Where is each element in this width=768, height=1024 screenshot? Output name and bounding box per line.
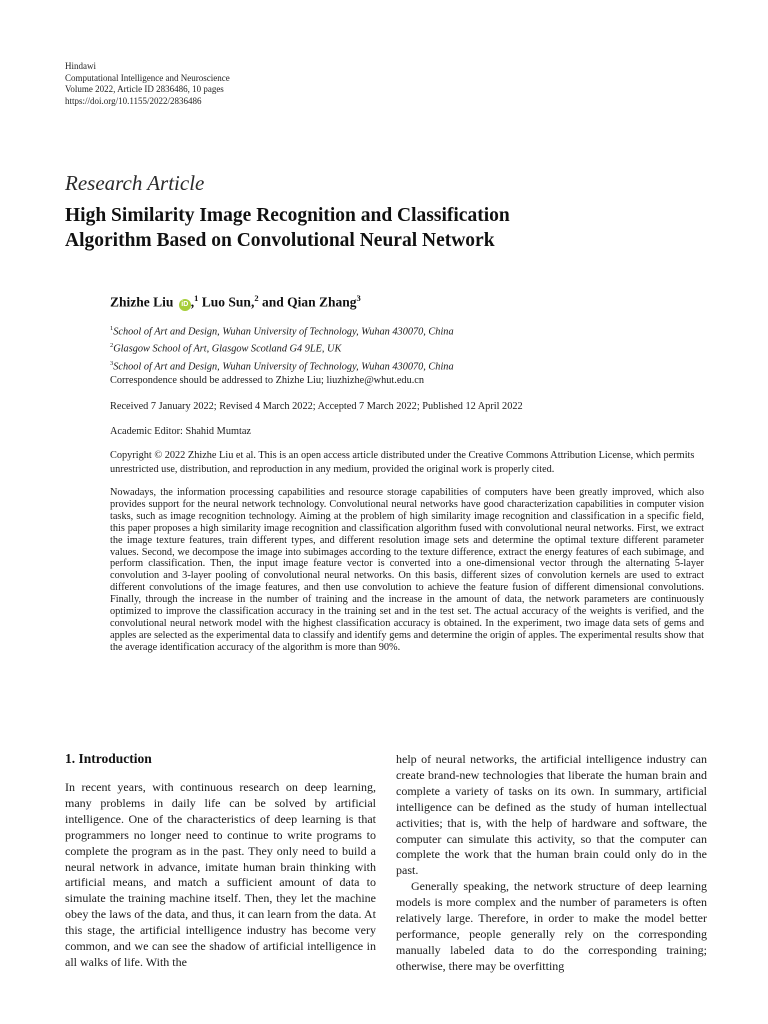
section-heading: 1. Introduction	[65, 751, 152, 766]
copyright-notice: Copyright © 2022 Zhizhe Liu et al. This is an open access article distributed under the Creative Commons Attribution License, which permits unrestricted use, distribution, and reproduction in any medium, provided the original work is properly cited.	[110, 450, 695, 475]
title-line-1: High Similarity Image Recognition and Classification	[65, 205, 510, 226]
affil-sup: 3	[110, 359, 114, 367]
abstract-text: Nowadays, the information processing capabilities and resource storage capabilities of computers have been greatly improved, which also provides support for the neural network technology. Convolutional neural networks have good characterization capabilities in computer vision tasks, such as image recognition technology. Aiming at the problem of high similarity image recognition and classification in a specific field, this paper proposes a high similarity image recognition and classification algorithm fused with convolutional neural networks. First, we extract the image texture features, train different types, and different resolution image sets and determine the optimal texture different parameter values. Second, we decompose the image into subimages according to the texture difference, extract the energy features of each subimage, and perform classification. Then, the input image feature vector is converted into a one-dimensional vector through the alternating 5-layer convolution and 3-layer pooling of convolutional neural networks. On this basis, different sizes of convolution kernels are used to extract different convolutions of the image features, and then use convolution to achieve the feature fusion of different dimensional convolutions. Finally, through the increase in the number of training and the increase in the amount of data, the network parameters are continuously optimized to improve the classification accuracy in the training set and in the test set. The actual accuracy of the weights is verified, and the convolutional neural network model with the highest classification accuracy is obtained. In the experiment, two image data sets of gems and apples are selected as the experimental data to classify and identify gems and determine the origin of apples. The experimental results show that the average identification accuracy of the algorithm is more than 90%.	[110, 487, 704, 653]
academic-editor: Academic Editor: Shahid Mumtaz	[110, 426, 251, 437]
article-type: Research Article	[65, 171, 205, 195]
affil-sup: 1	[110, 325, 114, 332]
paper-title	[65, 203, 715, 253]
doi-link[interactable]: https://doi.org/10.1155/2022/2836486	[65, 95, 202, 106]
affil-text: School of Art and Design, Wuhan University of Technology, Wuhan 430070, China	[113, 361, 454, 373]
body-paragraph: help of neural networks, the artificial intelligence industry can create brand-new technologies that liberate the human brain and complete a variety of tasks on its own. In summary, artificial intelligence can be defined as the study of human intellectual activities; that is, with the help of hardware and software, the computer can simulate this activity, so that the computer can complete the work that the human brain could only do in the past.	[396, 752, 707, 878]
affil-text: Glasgow School of Art, Glasgow Scotland G4 9LE, UK	[113, 343, 342, 355]
affiliation-item	[110, 339, 454, 356]
author-affil-sup: 2	[254, 293, 259, 303]
author-list: Zhizhe Liu iD ,$^1$ Luo Sun,$^2$ and Qian Zhang$^3$	[110, 293, 361, 310]
volume-info: Volume 2022, Article ID 2836486, 10 pages	[65, 84, 224, 94]
affiliation-item	[110, 357, 454, 374]
affiliation-item	[110, 322, 454, 339]
author-affil-sup: 3	[356, 293, 361, 303]
publication-dates: Received 7 January 2022; Revised 4 March 2022; Accepted 7 March 2022; Published 12 April 2022	[110, 401, 523, 412]
body-column-left	[65, 780, 376, 971]
author-name: Luo Sun,	[201, 294, 255, 310]
journal-header	[65, 61, 230, 107]
author-affil-sup: 1	[194, 293, 199, 303]
affil-sup: 2	[110, 342, 114, 350]
affiliations	[110, 322, 454, 374]
title-line-2: Algorithm Based on Convolutional Neural Network	[65, 230, 495, 251]
orcid-icon[interactable]: iD	[179, 299, 191, 311]
body-paragraph: Generally speaking, the network structure of deep learning models is more complex and the number of parameters is often relatively large. Therefore, in order to make the model better performance, people generally rely on the corresponding manually labeled data to do the corresponding training; otherwise, there may be overfitting	[396, 879, 707, 973]
publisher-name: Hindawi	[65, 61, 96, 71]
correspondence-note: Correspondence should be addressed to Zhizhe Liu; liuzhizhe@whut.edu.cn	[110, 375, 425, 386]
author-name: Zhizhe Liu	[110, 294, 174, 310]
journal-name: Computational Intelligence and Neuroscience	[65, 72, 230, 83]
body-paragraph: In recent years, with continuous research on deep learning, many problems in daily life can be solved by artificial intelligence. One of the characteristics of deep learning is that programmers no longer need to continue to write programs to complete the program as in the past. They only need to build a neural network in advance, imitate human brain thinking with artificial means, and match a sufficient amount of data to simulate the training machine itself. Then, they let the machine obey the laws of the data, and thus, it can learn from the data. At this stage, the artificial intelligence industry has become very common, and we can see the shadow of artificial intelligence in all walks of life. With the	[65, 780, 376, 969]
affil-text: School of Art and Design, Wuhan University of Technology, Wuhan 430070, China	[113, 326, 454, 338]
body-column-right	[396, 752, 707, 975]
author-name: and Qian Zhang	[261, 294, 357, 310]
